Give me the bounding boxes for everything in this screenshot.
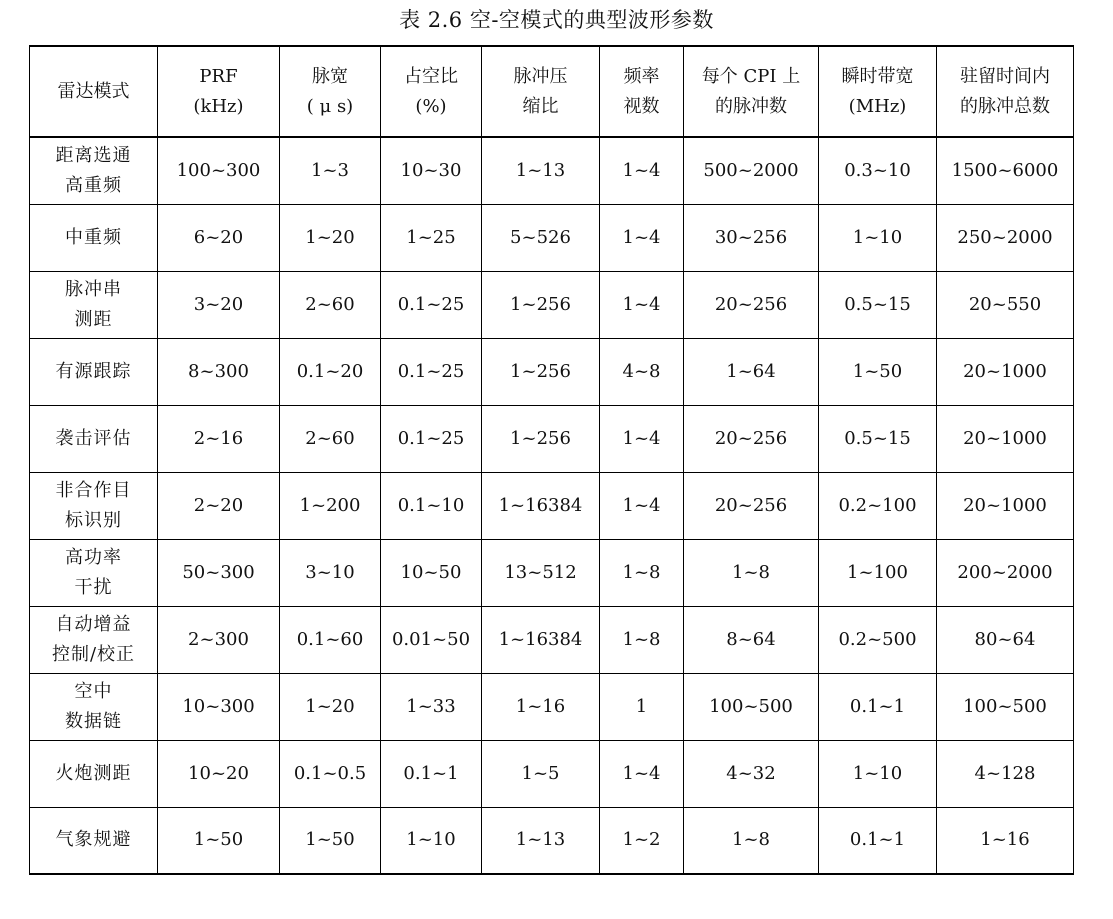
column-header-compression (482, 46, 600, 137)
table-row (30, 673, 1074, 740)
radar-mode-line: 火炮测距 (55, 762, 132, 784)
value-cell-dwell-pulses: 20~1000 (937, 338, 1074, 405)
value-cell-dwell-pulses: 20~550 (937, 271, 1074, 338)
value-cell-compression: 1~256 (482, 271, 600, 338)
value-cell-compression: 5~526 (482, 204, 600, 271)
radar-mode-line: 干扰 (74, 576, 113, 598)
header-line: 频率 (623, 65, 660, 87)
radar-mode-cell (30, 405, 158, 472)
value-cell-prf: 2~20 (158, 472, 280, 539)
table-row (30, 271, 1074, 338)
header-line: ( μ s) (306, 95, 354, 117)
header-row (30, 46, 1074, 137)
value-cell-pulse-width: 1~20 (280, 673, 381, 740)
value-cell-dwell-pulses: 100~500 (937, 673, 1074, 740)
value-cell-pulses-per-cpi: 500~2000 (684, 137, 819, 204)
value-cell-duty: 1~25 (381, 204, 482, 271)
column-header-pulse-width (280, 46, 381, 137)
value-cell-compression: 1~16384 (482, 606, 600, 673)
value-cell-pulses-per-cpi: 30~256 (684, 204, 819, 271)
radar-mode-line: 标识别 (65, 509, 122, 531)
value-cell-prf: 10~300 (158, 673, 280, 740)
value-cell-pulse-width: 0.1~0.5 (280, 740, 381, 807)
table-row (30, 338, 1074, 405)
radar-mode-line: 有源跟踪 (55, 360, 132, 382)
value-cell-dwell-pulses: 1500~6000 (937, 137, 1074, 204)
value-cell-prf: 3~20 (158, 271, 280, 338)
value-cell-prf: 6~20 (158, 204, 280, 271)
waveform-parameter-table (29, 45, 1074, 875)
value-cell-dwell-pulses: 200~2000 (937, 539, 1074, 606)
value-cell-duty: 0.1~25 (381, 338, 482, 405)
radar-mode-line: 控制/校正 (51, 643, 136, 665)
value-cell-freq-looks: 1~2 (600, 807, 684, 874)
table-row (30, 606, 1074, 673)
value-cell-bandwidth: 0.3~10 (819, 137, 937, 204)
radar-mode-line: 脉冲串 (65, 278, 122, 300)
table-row (30, 472, 1074, 539)
radar-mode-cell (30, 338, 158, 405)
value-cell-prf: 1~50 (158, 807, 280, 874)
header-line: (%) (415, 95, 447, 117)
value-cell-bandwidth: 1~10 (819, 204, 937, 271)
column-header-bandwidth (819, 46, 937, 137)
column-header-pulses-per-cpi (684, 46, 819, 137)
value-cell-bandwidth: 0.1~1 (819, 673, 937, 740)
value-cell-bandwidth: 0.5~15 (819, 271, 937, 338)
table-body (30, 137, 1074, 874)
value-cell-compression: 1~16384 (482, 472, 600, 539)
table-row (30, 740, 1074, 807)
value-cell-freq-looks: 1~4 (600, 137, 684, 204)
radar-mode-cell (30, 539, 158, 606)
value-cell-freq-looks: 1 (600, 673, 684, 740)
value-cell-prf: 2~300 (158, 606, 280, 673)
value-cell-freq-looks: 1~4 (600, 271, 684, 338)
value-cell-prf: 2~16 (158, 405, 280, 472)
value-cell-duty: 0.1~25 (381, 271, 482, 338)
radar-mode-line: 空中 (74, 680, 113, 702)
value-cell-compression: 1~13 (482, 137, 600, 204)
value-cell-pulse-width: 1~3 (280, 137, 381, 204)
value-cell-duty: 0.01~50 (381, 606, 482, 673)
radar-mode-cell (30, 204, 158, 271)
table-row (30, 539, 1074, 606)
radar-mode-cell (30, 271, 158, 338)
header-line: 瞬时带宽 (841, 65, 914, 87)
table-row (30, 405, 1074, 472)
value-cell-pulse-width: 2~60 (280, 271, 381, 338)
value-cell-bandwidth: 0.5~15 (819, 405, 937, 472)
value-cell-prf: 50~300 (158, 539, 280, 606)
header-line: 驻留时间内 (960, 65, 1050, 87)
value-cell-freq-looks: 1~4 (600, 405, 684, 472)
value-cell-dwell-pulses: 4~128 (937, 740, 1074, 807)
radar-mode-cell (30, 137, 158, 204)
column-header-duty (381, 46, 482, 137)
value-cell-freq-looks: 1~4 (600, 204, 684, 271)
header-line: 每个 CPI 上 (701, 65, 801, 87)
value-cell-bandwidth: 1~50 (819, 338, 937, 405)
column-header-mode (30, 46, 158, 137)
value-cell-pulse-width: 1~50 (280, 807, 381, 874)
header-line: PRF (199, 65, 238, 87)
value-cell-freq-looks: 1~8 (600, 606, 684, 673)
value-cell-pulses-per-cpi: 100~500 (684, 673, 819, 740)
radar-mode-cell (30, 807, 158, 874)
value-cell-pulse-width: 3~10 (280, 539, 381, 606)
value-cell-pulses-per-cpi: 8~64 (684, 606, 819, 673)
value-cell-duty: 10~30 (381, 137, 482, 204)
value-cell-bandwidth: 1~100 (819, 539, 937, 606)
value-cell-dwell-pulses: 20~1000 (937, 405, 1074, 472)
value-cell-bandwidth: 0.1~1 (819, 807, 937, 874)
header-line: 占空比 (404, 65, 458, 87)
radar-mode-line: 高功率 (65, 546, 122, 568)
value-cell-duty: 1~33 (381, 673, 482, 740)
header-line: (kHz) (193, 95, 244, 117)
radar-mode-cell (30, 606, 158, 673)
value-cell-pulses-per-cpi: 20~256 (684, 405, 819, 472)
value-cell-compression: 1~13 (482, 807, 600, 874)
value-cell-compression: 13~512 (482, 539, 600, 606)
header-line: 的脉冲总数 (960, 95, 1050, 117)
radar-mode-cell (30, 472, 158, 539)
value-cell-duty: 0.1~25 (381, 405, 482, 472)
value-cell-compression: 1~16 (482, 673, 600, 740)
header-line: 缩比 (522, 95, 559, 117)
radar-mode-line: 自动增益 (55, 613, 132, 635)
value-cell-pulses-per-cpi: 1~8 (684, 807, 819, 874)
value-cell-pulses-per-cpi: 4~32 (684, 740, 819, 807)
value-cell-duty: 0.1~1 (381, 740, 482, 807)
header-line: 的脉冲数 (715, 95, 787, 117)
radar-mode-cell (30, 740, 158, 807)
radar-mode-line: 中重频 (65, 226, 122, 248)
radar-mode-line: 气象规避 (55, 829, 132, 851)
radar-mode-line: 袭击评估 (55, 427, 132, 449)
header-line: 视数 (623, 95, 660, 117)
value-cell-freq-looks: 1~4 (600, 740, 684, 807)
value-cell-bandwidth: 1~10 (819, 740, 937, 807)
value-cell-dwell-pulses: 1~16 (937, 807, 1074, 874)
value-cell-pulse-width: 1~200 (280, 472, 381, 539)
value-cell-pulses-per-cpi: 1~64 (684, 338, 819, 405)
radar-mode-line: 距离选通 (55, 144, 132, 166)
value-cell-freq-looks: 1~8 (600, 539, 684, 606)
value-cell-pulse-width: 2~60 (280, 405, 381, 472)
header-line: (MHz) (848, 95, 907, 117)
radar-mode-line: 非合作目 (55, 479, 132, 501)
value-cell-pulses-per-cpi: 20~256 (684, 472, 819, 539)
value-cell-prf: 100~300 (158, 137, 280, 204)
value-cell-pulse-width: 1~20 (280, 204, 381, 271)
table-row (30, 204, 1074, 271)
value-cell-prf: 8~300 (158, 338, 280, 405)
header-line: 脉宽 (312, 65, 348, 87)
value-cell-pulse-width: 0.1~60 (280, 606, 381, 673)
value-cell-bandwidth: 0.2~500 (819, 606, 937, 673)
header-line: 雷达模式 (57, 80, 130, 102)
value-cell-duty: 0.1~10 (381, 472, 482, 539)
value-cell-dwell-pulses: 20~1000 (937, 472, 1074, 539)
column-header-freq-looks (600, 46, 684, 137)
value-cell-duty: 10~50 (381, 539, 482, 606)
value-cell-pulses-per-cpi: 20~256 (684, 271, 819, 338)
radar-mode-line: 测距 (74, 308, 113, 330)
value-cell-compression: 1~256 (482, 405, 600, 472)
header-line: 脉冲压 (513, 65, 568, 87)
value-cell-bandwidth: 0.2~100 (819, 472, 937, 539)
value-cell-pulses-per-cpi: 1~8 (684, 539, 819, 606)
radar-mode-cell (30, 673, 158, 740)
table-row (30, 137, 1074, 204)
table-caption: 表 2.6 空-空模式的典型波形参数 (399, 8, 714, 32)
column-header-prf (158, 46, 280, 137)
value-cell-dwell-pulses: 250~2000 (937, 204, 1074, 271)
value-cell-duty: 1~10 (381, 807, 482, 874)
value-cell-prf: 10~20 (158, 740, 280, 807)
column-header-dwell-pulses (937, 46, 1074, 137)
value-cell-freq-looks: 1~4 (600, 472, 684, 539)
value-cell-dwell-pulses: 80~64 (937, 606, 1074, 673)
radar-mode-line: 高重频 (65, 174, 122, 196)
value-cell-compression: 1~5 (482, 740, 600, 807)
table-row (30, 807, 1074, 874)
value-cell-compression: 1~256 (482, 338, 600, 405)
value-cell-freq-looks: 4~8 (600, 338, 684, 405)
radar-mode-line: 数据链 (65, 710, 122, 732)
value-cell-pulse-width: 0.1~20 (280, 338, 381, 405)
